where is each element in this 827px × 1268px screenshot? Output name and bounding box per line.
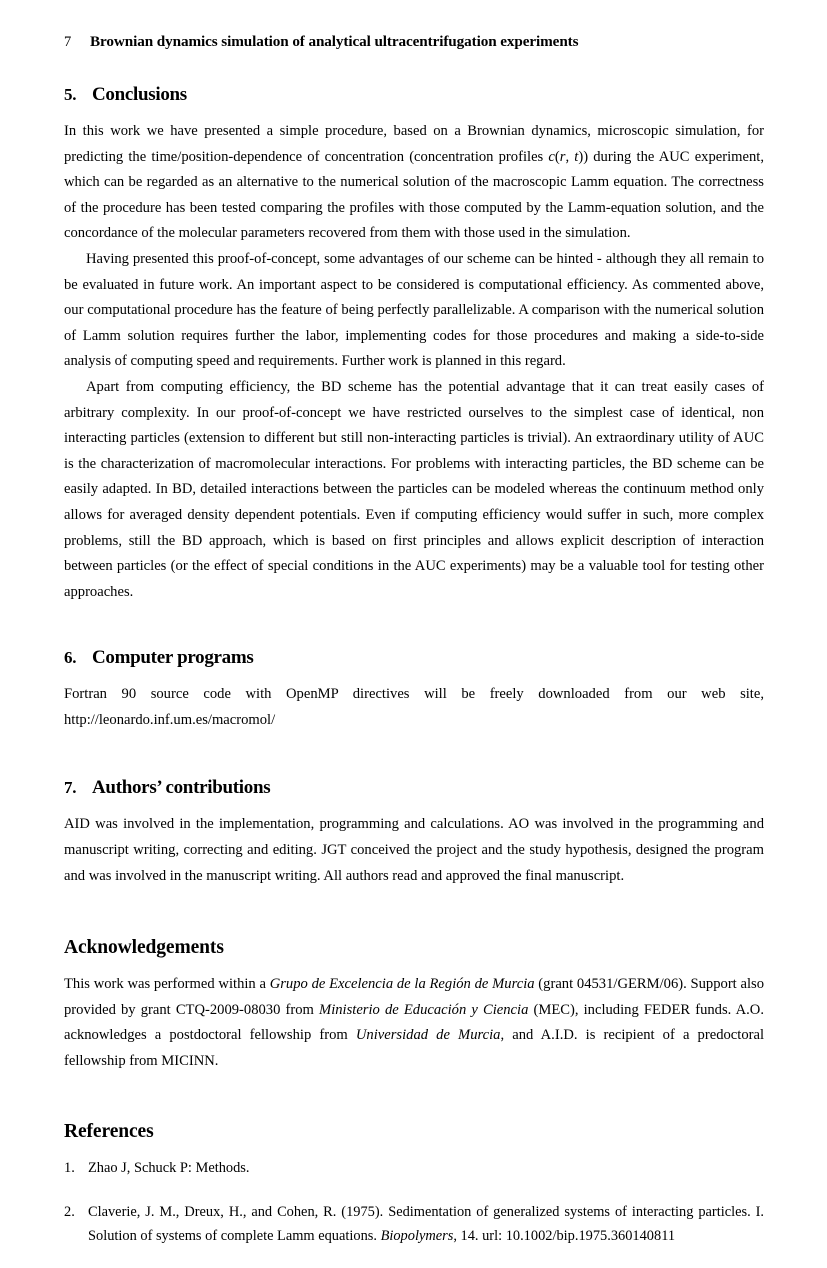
math-variable-c: c bbox=[548, 148, 555, 165]
spacer bbox=[64, 1075, 764, 1121]
spacer bbox=[64, 51, 764, 84]
math-comma: , bbox=[565, 148, 575, 165]
ack-text-2: (grant 04531/GERM/06). Support also provided by grant CTQ-2009-08030 from bbox=[64, 976, 764, 1018]
reference-number: 2. bbox=[64, 1203, 75, 1220]
spacer bbox=[64, 889, 764, 937]
spacer bbox=[64, 1143, 764, 1156]
ack-italic-ministerio: Ministerio de Educación y Ciencia bbox=[319, 1001, 529, 1018]
ack-italic-universidad-murcia: Universidad de Murcia bbox=[355, 1027, 501, 1044]
section-title: Computer programs bbox=[92, 647, 254, 669]
section-heading-references: References bbox=[64, 1120, 154, 1142]
section-number: 5. bbox=[64, 85, 77, 104]
spacer bbox=[64, 733, 764, 777]
section-heading-computer-programs bbox=[64, 647, 764, 669]
ref-text-a: Claverie, J. M., Dreux, H., and Cohen, R. (1975). Sedimentation of generalized systems of interacting particles. I. Solution of systems of complete Lamm equations. bbox=[88, 1203, 764, 1244]
spacer bbox=[64, 605, 764, 647]
section-number: 6. bbox=[64, 648, 77, 668]
spacer bbox=[64, 959, 764, 972]
math-variable-t: t bbox=[574, 148, 579, 165]
ack-text-4: , and A.I.D. is recipient of a predoctoral fellowship from MICINN. bbox=[64, 1027, 765, 1070]
ref-italic-journal: Biopolymers bbox=[380, 1227, 454, 1244]
section-heading-authors-contributions bbox=[64, 777, 764, 799]
authors-contributions-paragraph: AID was involved in the implementation, programming and calculations. AO was involved in the programming and manuscript writing, correcting and editing. JGT conceived the project and the study hypothesis, designed the program and was involved in the manuscript writing. All authors read and approved the final manuscript. bbox=[64, 816, 764, 884]
section-heading-acknowledgements: Acknowledgements bbox=[64, 937, 224, 959]
reference-item bbox=[64, 1156, 764, 1180]
page-content bbox=[64, 0, 764, 1268]
ref-text-a: Zhao J, Schuck P: Methods. bbox=[88, 1159, 250, 1176]
ack-text-3: (MEC), including FEDER funds. A.O. acknowledges a postdoctoral fellowship from bbox=[64, 1001, 764, 1044]
conclusions-p1-text-b: during the AUC experiment, which can be regarded as an alternative to the numerical solution of the macroscopic Lamm equation. The correctness of the procedure has been tested comparing the profiles with those computed by the Lamm-equation solution, and the concordance of the molecular parameters recovered from them with those used in the simulation. bbox=[64, 148, 765, 242]
conclusions-paragraph-1 bbox=[64, 119, 764, 247]
acknowledgements-paragraph bbox=[64, 972, 764, 1074]
conclusions-paragraph-2: Having presented this proof-of-concept, some advantages of our scheme can be hinted - although they all remain to be evaluated in future work. An important aspect to be considered is computational efficiency. As commented above, our computational procedure has the feature of being perfectly parallelizable. A comparison with the numerical solution of Lamm solution requires further the labor, implementing codes for those procedures and making a side-to-side analysis of computing speed and requirements. Further work is planned in this regard. bbox=[64, 250, 764, 370]
math-paren-open: ( bbox=[554, 148, 560, 165]
reference-text bbox=[88, 1200, 764, 1248]
section-title: Conclusions bbox=[92, 84, 187, 105]
reference-list bbox=[64, 1156, 764, 1248]
conclusions-p1-text-a: In this work we have presented a simple procedure, based on a Brownian dynamics, microscopic simulation, for predicting the time/position-dependence of concentration (concentration profiles bbox=[64, 123, 764, 165]
header-page-number: 7 bbox=[64, 34, 72, 50]
reference-number: 1. bbox=[64, 1159, 75, 1176]
math-variable-r: r bbox=[559, 148, 566, 165]
reference-text bbox=[88, 1156, 764, 1180]
math-paren-close: )) bbox=[578, 148, 589, 165]
running-header bbox=[64, 0, 764, 51]
source-code-url[interactable]: http://leonardo.inf.um.es/macromol/ bbox=[64, 711, 276, 728]
conclusions-paragraph-3: Apart from computing efficiency, the BD scheme has the potential advantage that it can treat easily cases of arbitrary complexity. In our proof-of-concept we have restricted ourselves to the simplest case of identical, non interacting particles (extension to different but still non-interacting particles is trivial). An extraordinary utility of AUC is the characterization of macromolecular interactions. For problems with interacting particles, the BD scheme can be easily adapted. In BD, detailed interactions between the particles can be modeled whereas the continuum method only allows for averaged density dependent potentials. Even if computing efficiency would suffer in such, more complex problems, still the BD approach, which is based on first principles and allows explicit description of interaction between particles (or the effect of special conditions in the AUC experiments) may be a valuable tool for testing other approaches. bbox=[64, 378, 764, 600]
ref-text-b: , 14. url: 10.1002/bip.1975.360140811 bbox=[453, 1227, 676, 1244]
spacer bbox=[64, 799, 764, 812]
section-number: 7. bbox=[64, 778, 77, 798]
computer-programs-text: Fortran 90 source code with OpenMP directives will be freely downloaded from our web site, bbox=[64, 686, 764, 703]
header-running-title: Brownian dynamics simulation of analytical ultracentrifugation experiments bbox=[90, 33, 579, 50]
spacer bbox=[64, 106, 764, 119]
reference-item bbox=[64, 1200, 764, 1248]
computer-programs-paragraph bbox=[64, 682, 764, 733]
ack-italic-grupo-excelencia: Grupo de Excelencia de la Región de Murcia bbox=[269, 976, 535, 993]
ack-text-1: This work was performed within a bbox=[64, 976, 270, 993]
spacer bbox=[64, 669, 764, 682]
section-heading-conclusions bbox=[64, 84, 764, 106]
section-title: Authors’ contributions bbox=[92, 777, 271, 799]
